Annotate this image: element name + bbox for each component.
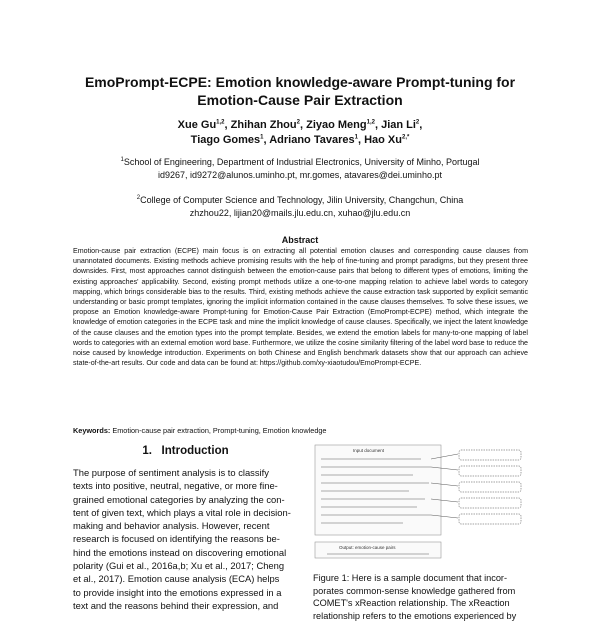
intro-line: making and behavior analysis. However, recent: [73, 520, 270, 532]
intro-line: hind the emotions instead on discovering emotional: [73, 546, 287, 558]
figure-1-diagram: [313, 442, 528, 564]
intro-line: grained emotional categories by analyzing the con-: [73, 493, 285, 505]
author-name: Adriano Tavares: [269, 134, 355, 146]
keywords-text: Emotion-cause pair extraction, Prompt-tuning, Emotion knowledge: [112, 426, 327, 435]
figure-1-caption: [313, 572, 528, 623]
author-line-1: Xue Gu$^{1,2}$, Zhihan Zhou$^2$, Ziyao Meng$^{1,2}$, Jian Li$^2$,: [177, 119, 423, 131]
author-name: Hao Xu: [364, 134, 402, 146]
section-title: Introduction: [161, 445, 229, 457]
affiliation-emails: id9267, id9272@alunos.uminho.pt, mr.gomes, atavares@dei.uminho.pt: [158, 170, 442, 180]
author-affil-mark: 2: [415, 119, 420, 126]
title-line-2: Emotion-Cause Pair Extraction: [197, 92, 403, 108]
author-affil-mark: 1,2: [366, 119, 375, 126]
affiliation-emails: zhzhou22, lijian20@mails.jlu.edu.cn, xuhao@jlu.edu.cn: [189, 208, 411, 218]
caption-line: relationship refers to the emotions experienced by: [313, 611, 517, 622]
affiliation-name: [0, 194, 600, 207]
section-number: 1.: [142, 445, 152, 457]
affil-mark: 1: [120, 157, 124, 163]
intro-line: polarity (Gui et al., 2016a,b; Xu et al., 2017; Cheng: [73, 560, 285, 572]
affiliation-text: College of Computer Science and Technology, Jilin University, Changchun, China: [140, 195, 464, 205]
author-name: Xue Gu: [177, 119, 217, 131]
abstract-text: Emotion-cause pair extraction (ECPE) main focus is on extracting all potential emotion clauses and corresponding cause clauses from unannotated documents. Existing methods achieve promising results with the help of fine-tuning and prompt paradigms, but they present three downsides. First, most approaches cannot distinguish between the emotion-cause pairs that belong to different types of emotions, limiting the existing approaches' applicability. Second, existing prompt methods utilize a one-to-one mapping relation to achieve label words to category mapping, which brings considerable bias to the results. Third, existing methods achieve the cause extraction task supported by explicit semantic understanding or basic prompt templates, ignoring the implicit information contained in the cause clauses themselves. To solve these issues, we propose an Emotion knowledge-aware Prompt-tuning for Emotion-Cause Pair Extraction (EmoPrompt-ECPE) method, which integrate the knowledge of emotion categories in the ECPE task and mine the implicit knowledge of cause clauses. Specifically, we inject the latent knowledge of the cause clauses and the emotion types into the prompt template. Besides, we extend the emotion labels for many-to-one mapping of label words to categories with an external emotion word base. Furthermore, we utilize the cosine similarity filtering of the label word base to reduce the noise caused by knowledge introduction. Experiments on both Chinese and English benchmark datasets show that our approach can achieve state-of-the-art results. Our code and data can be found at: https://github.com/xy-xiaotudou/EmoPrompt-ECPE.: [73, 247, 528, 368]
caption-line: COMET's xReaction relationship. The xReaction: [313, 598, 510, 609]
affil-mark: 2: [136, 195, 141, 201]
intro-paragraph: [73, 466, 298, 612]
author-affil-mark: 1: [354, 134, 358, 141]
affiliation-1: [0, 156, 600, 182]
intro-line: tent of given text, which plays a vital role in decision-: [73, 506, 291, 518]
author-line-2: Tiago Gomes$^1$, Adriano Tavares$^1$, Hao $Xu^{2,*}$: [190, 134, 410, 146]
author-affil-mark: 2: [296, 119, 300, 126]
input-document-title: Input document: [353, 448, 385, 453]
author-name: Tiago Gomes: [190, 134, 261, 146]
intro-line: The purpose of sentiment analysis is to classify: [73, 467, 269, 478]
author-name: Ziyao Meng: [306, 119, 367, 131]
author-affil-mark: 1,2: [216, 119, 225, 126]
caption-line: porates common-sense knowledge gathered from: [313, 585, 516, 596]
intro-line: to provide insight into the emotions expressed in a: [73, 586, 282, 598]
affiliation-name: [0, 156, 600, 169]
keywords: [73, 426, 528, 435]
intro-line: texts into positive, neutral, negative, or more fine-: [73, 480, 278, 492]
author-list: [0, 118, 600, 148]
section-heading: [73, 445, 298, 457]
author-affil-mark: 2,*: [401, 134, 410, 141]
author-name: Jian Li: [381, 119, 416, 131]
paper-title: [0, 73, 600, 109]
output-label: Output: emotion-cause pairs: [339, 545, 396, 550]
keywords-label: Keywords:: [73, 426, 111, 435]
intro-line: et al., 2017). Emotion cause analysis (ECA) helps: [73, 573, 280, 585]
intro-line: text and the reasons behind their expression, and: [73, 599, 279, 611]
abstract-heading: Abstract: [281, 235, 319, 245]
author-affil-mark: 1: [260, 134, 264, 141]
author-name: Zhihan Zhou: [230, 119, 297, 131]
title-line-1: EmoPrompt-ECPE: Emotion knowledge-aware Prompt-tuning for: [84, 74, 516, 90]
caption-line: Figure 1: Here is a sample document that incor-: [313, 573, 508, 583]
affiliation-text: School of Engineering, Department of Industrial Electronics, University of Minho, Portugal: [123, 157, 480, 167]
intro-line: research is focused on identifying the reasons be-: [73, 533, 280, 545]
affiliation-2: [0, 194, 600, 220]
xreaction-boxes: [459, 450, 521, 524]
